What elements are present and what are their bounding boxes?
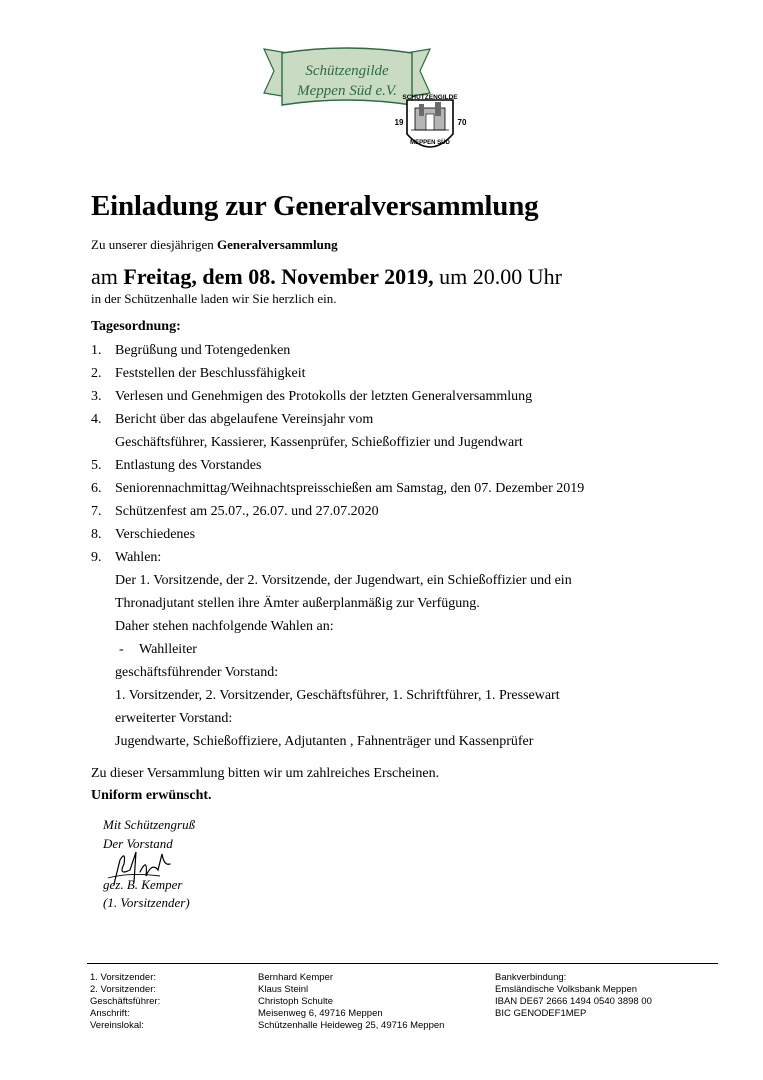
agenda-text: Feststellen der Beschlussfähigkeit — [115, 366, 306, 381]
footer-label: Geschäftsführer: — [90, 996, 161, 1007]
agenda-item-continuation — [91, 569, 711, 592]
agenda-text: Begrüßung und Totengedenken — [115, 343, 291, 358]
bullet-dash: - — [119, 642, 124, 657]
footer-labels — [90, 972, 160, 1032]
signature-name: gez. B. Kemper — [103, 877, 183, 892]
agenda-text: Schützenfest am 25.07., 26.07. und 27.07.2020 — [115, 504, 379, 519]
agenda-item — [91, 454, 711, 477]
agenda-number: 9. — [91, 550, 102, 565]
agenda-text: Verlesen und Genehmigen des Protokolls der letzten Generalversammlung — [115, 389, 533, 404]
agenda-item-continuation — [91, 730, 711, 753]
footer-values — [258, 972, 444, 1032]
footer-label: Vereinslokal: — [90, 1020, 144, 1031]
agenda-text: 1. Vorsitzender, 2. Vorsitzender, Geschäftsführer, 1. Schriftführer, 1. Pressewart — [115, 688, 560, 703]
signature-from: Der Vorstand — [103, 836, 173, 851]
meeting-place: in der Schützenhalle laden wir Sie herzlich ein. — [91, 291, 337, 306]
date-prefix: am — [91, 264, 124, 289]
agenda-number: 3. — [91, 389, 102, 404]
agenda-text: geschäftsführender Vorstand: — [115, 665, 279, 680]
footer-value: Meisenweg 6, 49716 Meppen — [258, 1008, 383, 1019]
agenda-text: Seniorennachmittag/Weihnachtspreisschießen am Samstag, den 07. Dezember 2019 — [115, 481, 585, 496]
agenda-text: Entlastung des Vorstandes — [115, 458, 262, 473]
footer-divider — [87, 963, 718, 964]
agenda-item — [91, 408, 711, 431]
signature-greeting: Mit Schützengruß — [103, 817, 196, 832]
agenda-text: erweiterter Vorstand: — [115, 711, 233, 726]
agenda-item-continuation — [91, 431, 711, 454]
closing-line: Zu dieser Versammlung bitten wir um zahlreiches Erscheinen. — [91, 766, 440, 781]
footer-label: 2. Vorsitzender: — [90, 984, 157, 995]
uniform-note: Uniform erwünscht. — [91, 788, 212, 803]
agenda-number: 1. — [91, 343, 102, 358]
date-bold: Freitag, dem 08. November 2019, — [123, 264, 434, 289]
footer-value: Schützenhalle Heideweg 25, 49716 Meppen — [258, 1020, 445, 1031]
intro-prefix: Zu unserer diesjährigen — [91, 237, 217, 252]
agenda-item-continuation — [91, 592, 711, 615]
agenda-text: Bericht über das abgelaufene Vereinsjahr vom — [115, 412, 374, 427]
meeting-date-line — [91, 264, 562, 290]
agenda-number: 5. — [91, 458, 102, 473]
intro-line — [91, 237, 338, 253]
bank-iban: IBAN DE67 2666 1494 0540 3898 00 — [495, 996, 652, 1007]
agenda-number: 7. — [91, 504, 102, 519]
agenda-text: Der 1. Vorsitzende, der 2. Vorsitzende, der Jugendwart, ein Schießoffizier und ein — [115, 573, 572, 588]
intro-bold: Generalversammlung — [216, 237, 338, 252]
agenda-item-continuation — [91, 615, 711, 638]
closing-block — [91, 763, 439, 807]
seal-year-left: 19 — [394, 118, 404, 127]
footer-label: Anschrift: — [90, 1008, 130, 1019]
seal-bottom-text: MEPPEN SÜD — [410, 140, 450, 146]
agenda-item — [91, 500, 711, 523]
agenda-item — [91, 339, 711, 362]
agenda-text: Daher stehen nachfolgende Wahlen an: — [115, 619, 334, 634]
seal-top-text: SCHÜTZENGILDE — [402, 94, 458, 101]
signature-role: (1. Vorsitzender) — [103, 895, 190, 910]
agenda-text: Wahlleiter — [139, 642, 197, 657]
agenda-item-continuation — [91, 661, 711, 684]
logo-name-line1: Schützengilde — [305, 63, 389, 79]
agenda-item-continuation — [91, 684, 711, 707]
bank-name: Emsländische Volksbank Meppen — [495, 984, 638, 995]
footer-bank-details — [495, 972, 652, 1020]
footer-value: Christoph Schulte — [258, 996, 333, 1007]
agenda-text: Geschäftsführer, Kassierer, Kassenprüfer, Schießoffizier und Jugendwart — [115, 435, 523, 450]
footer-label: 1. Vorsitzender: — [90, 972, 157, 983]
seal-year-right: 70 — [457, 118, 467, 127]
agenda-text: Jugendwarte, Schießoffiziere, Adjutanten , Fahnenträger und Kassenprüfer — [115, 734, 534, 749]
logo-name-line2: Meppen Süd e.V. — [297, 83, 397, 99]
bank-bic: BIC GENODEF1MEP — [495, 1008, 587, 1019]
date-suffix: um 20.00 Uhr — [433, 264, 562, 289]
agenda-heading: Tagesordnung: — [91, 319, 181, 334]
agenda-item — [91, 385, 711, 408]
agenda-number: 2. — [91, 366, 102, 381]
agenda-item — [91, 362, 711, 385]
footer-value: Bernhard Kemper — [258, 972, 333, 983]
agenda-number: 8. — [91, 527, 102, 542]
bank-heading: Bankverbindung: — [495, 972, 567, 983]
agenda-sub-bullet — [91, 638, 711, 661]
club-seal-emblem — [385, 94, 475, 160]
agenda-number: 4. — [91, 412, 102, 427]
agenda-item — [91, 546, 711, 569]
page-title: Einladung zur Generalversammlung — [91, 190, 539, 222]
agenda-item — [91, 477, 711, 500]
signature-name-block — [103, 876, 190, 912]
footer-value: Klaus Steinl — [258, 984, 309, 995]
agenda-text: Verschiedenes — [115, 527, 196, 542]
agenda-item — [91, 523, 711, 546]
agenda-list — [91, 339, 711, 753]
agenda-text: Thronadjutant stellen ihre Ämter außerplanmäßig zur Verfügung. — [115, 596, 480, 611]
agenda-text: Wahlen: — [115, 550, 162, 565]
agenda-number: 6. — [91, 481, 102, 496]
agenda-item-continuation — [91, 707, 711, 730]
